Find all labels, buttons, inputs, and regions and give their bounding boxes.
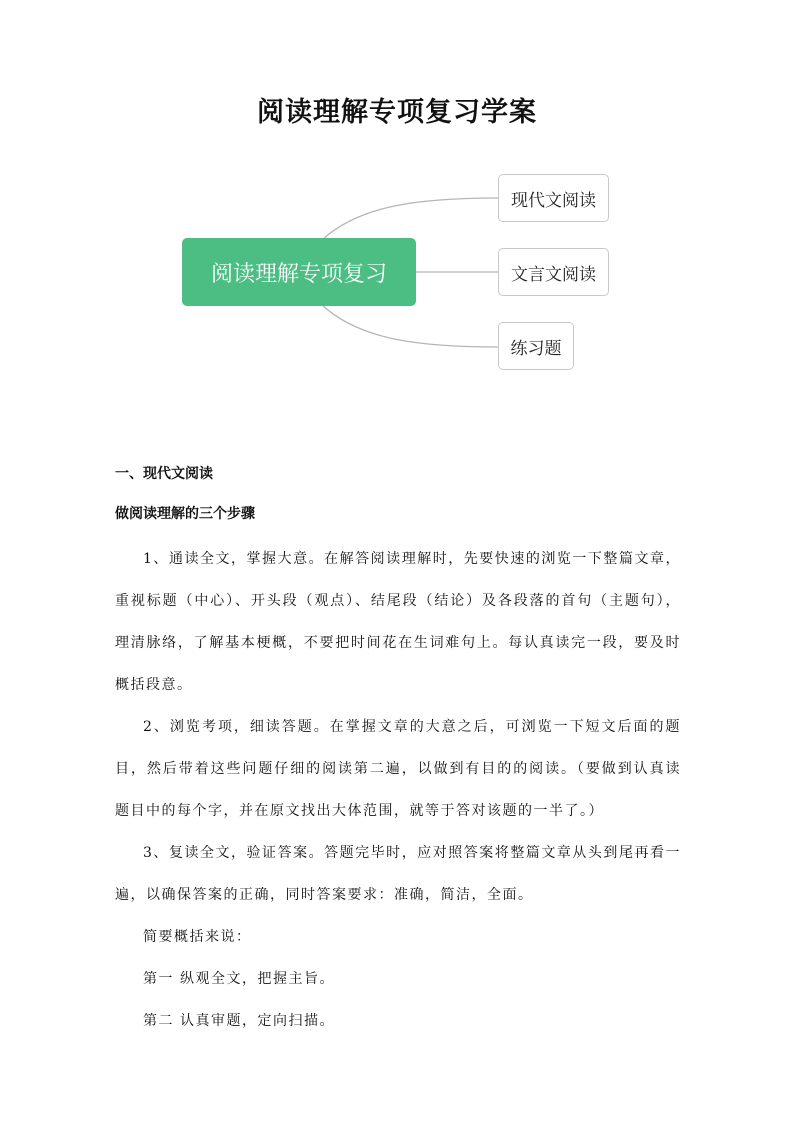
paragraph-step-2: 2、浏览考项，细读答题。在掌握文章的大意之后，可浏览一下短文后面的题目，然后带着这些问题仔细的阅读第二遍，以做到有目的的阅读。（要做到认真读题目中的每个字，并在原文找出大体范围，就等于答对该题的一半了。）: [115, 719, 681, 819]
body-text: [115, 538, 681, 1042]
section-subheading: 做阅读理解的三个步骤: [115, 506, 255, 522]
mind-map: [0, 160, 794, 390]
connector-line-1: [322, 198, 498, 240]
paragraph-step-3: 3、复读全文，验证答案。答题完毕时，应对照答案将整篇文章从头到尾再看一遍，以确保答案的正确，同时答案要求：准确，简洁，全面。: [115, 845, 681, 903]
mind-map-branch-classical-reading: 文言文阅读: [498, 248, 609, 296]
connector-line-3: [322, 305, 498, 347]
paragraph-summary-intro: 简要概括来说：: [143, 929, 252, 945]
mind-map-central-node: 阅读理解专项复习: [182, 238, 416, 306]
page-title: 阅读理解专项复习学案: [257, 97, 537, 128]
mind-map-branch-modern-reading: 现代文阅读: [498, 174, 609, 222]
mind-map-branch-exercises: 练习题: [498, 322, 574, 370]
paragraph-step-1: 1、通读全文，掌握大意。在解答阅读理解时，先要快速的浏览一下整篇文章，重视标题（中心）、开头段（观点）、结尾段（结论）及各段落的首句（主题句），理清脉络，了解基本梗概，不要把时间花在生词难句上。每认真读完一段，要及时概括段意。: [115, 551, 681, 693]
section-heading: 一、现代文阅读: [115, 466, 213, 482]
paragraph-summary-point-2: 第二 认真审题，定向扫描。: [143, 1013, 335, 1029]
paragraph-summary-point-1: 第一 纵观全文，把握主旨。: [143, 971, 335, 987]
